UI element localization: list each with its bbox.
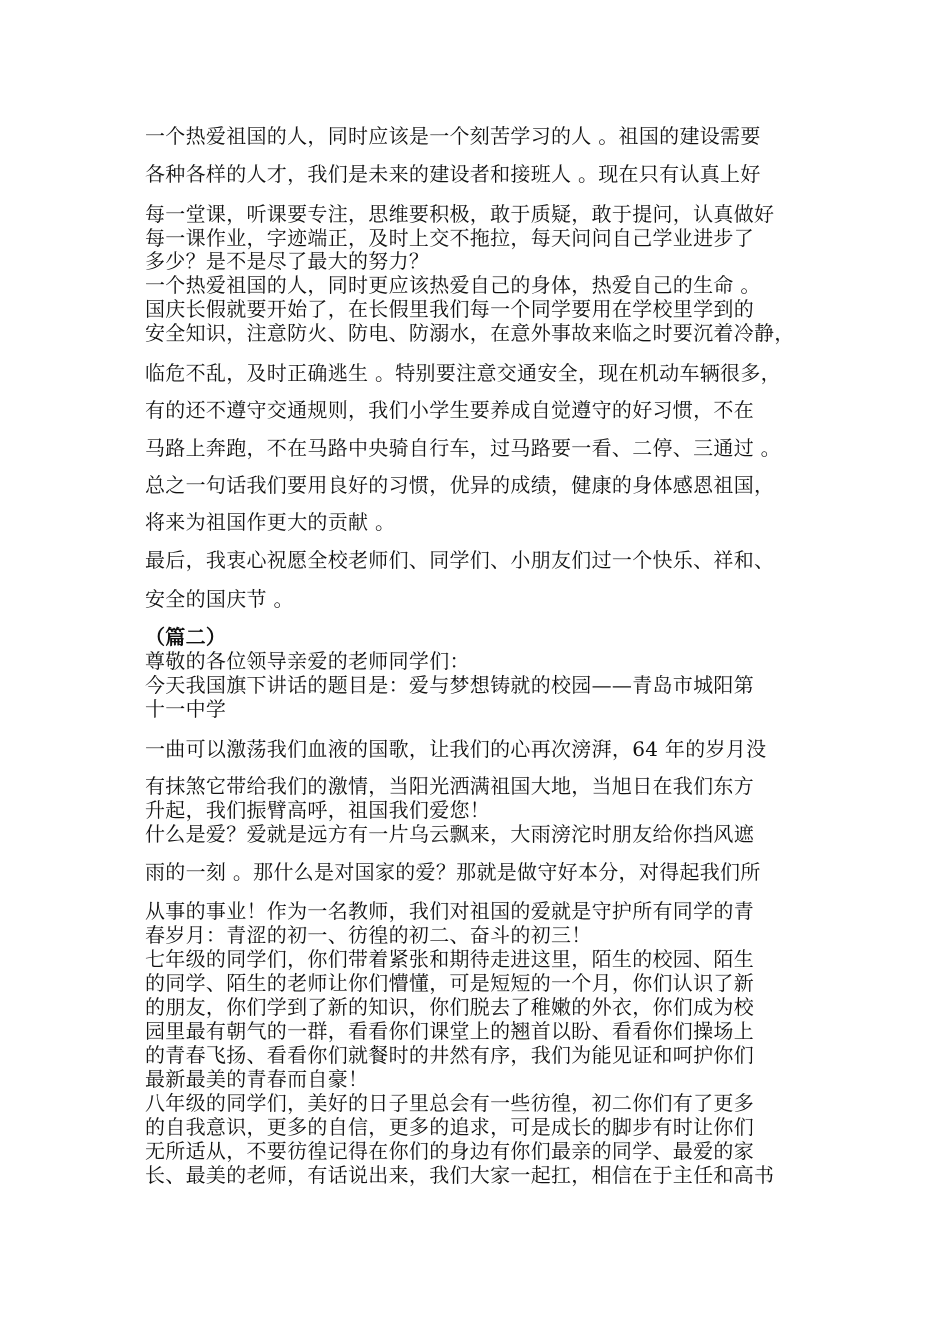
- text-line: 的自我意识，更多的自信，更多的追求，可是成长的脚步有时让你们: [145, 1115, 754, 1139]
- text-line: 的同学、陌生的老师让你们懵懂，可是短短的一个月，你们认识了新: [145, 971, 754, 995]
- text-line: 有抹煞它带给我们的激情，当阳光洒满祖国大地，当旭日在我们东方: [145, 774, 754, 798]
- text-line: 八年级的同学们，美好的日子里总会有一些彷徨，初二你们有了更多: [145, 1091, 754, 1115]
- text-line: 长、最美的老师，有话说出来，我们大家一起扛，相信在于主任和高书: [145, 1163, 775, 1187]
- text-line: 春岁月：青涩的初一、彷徨的初二、奋斗的初三！: [145, 923, 592, 947]
- text-line: 最后，我衷心祝愿全校老师们、同学们、小朋友们过一个快乐、祥和、: [145, 548, 775, 572]
- text-line: 有的还不遵守交通规则，我们小学生要养成自觉遵守的好习惯，不在: [145, 398, 754, 422]
- text-line: 安全的国庆节 。: [145, 587, 294, 611]
- text-line: 七年级的同学们，你们带着紧张和期待走进这里，陌生的校园、陌生: [145, 947, 754, 971]
- section-heading: （篇二）: [145, 625, 227, 649]
- text-line: 十一中学: [145, 697, 227, 721]
- text-line: 临危不乱，及时正确逃生 。特别要注意交通安全，现在机动车辆很多，: [145, 361, 781, 385]
- text-line: 国庆长假就要开始了，在长假里我们每一个同学要用在学校里学到的: [145, 297, 754, 321]
- text-line: 安全知识，注意防火、防电、防溺水，在意外事故来临之时要沉着冷静，: [145, 321, 795, 345]
- text-line: 总之一句话我们要用良好的习惯，优异的成绩，健康的身体感恩祖国，: [145, 473, 775, 497]
- text-line: 多少？是不是尽了最大的努力？: [145, 249, 430, 273]
- text-line: 尊敬的各位领导亲爱的老师同学们：: [145, 649, 470, 673]
- text-line: 无所适从，不要彷徨记得在你们的身边有你们最亲的同学、最爱的家: [145, 1139, 754, 1163]
- text-line: 雨的一刻 。那什么是对国家的爱？那就是做守好本分，对得起我们所: [145, 860, 761, 884]
- text-line: 园里最有朝气的一群，看看你们课堂上的翘首以盼、看看你们操场上: [145, 1019, 754, 1043]
- text-line: 每一课作业，字迹端正，及时上交不拖拉，每天问问自己学业进步了: [145, 226, 754, 250]
- text-line: 每一堂课，听课要专注，思维要积极，敢于质疑，敢于提问，认真做好: [145, 202, 775, 226]
- text-line: 今天我国旗下讲话的题目是：爱与梦想铸就的校园——青岛市城阳第: [145, 673, 754, 697]
- text-line: 将来为祖国作更大的贡献 。: [145, 510, 396, 534]
- text-line: 一个热爱祖国的人，同时应该是一个刻苦学习的人 。祖国的建设需要: [145, 124, 761, 148]
- text-line: 马路上奔跑，不在马路中央骑自行车，过马路要一看、二停、三通过 。: [145, 436, 781, 460]
- text-line: 最新最美的青春而自豪！: [145, 1067, 369, 1091]
- text-line: 升起，我们振臂高呼，祖国我们爱您！: [145, 798, 491, 822]
- text-line: 一曲可以激荡我们血液的国歌，让我们的心再次滂湃，64 年的岁月没: [145, 737, 767, 761]
- text-line: 从事的事业！作为一名教师，我们对祖国的爱就是守护所有同学的青: [145, 899, 754, 923]
- text-line: 的青春飞扬、看看你们就餐时的井然有序，我们为能见证和呵护你们: [145, 1043, 754, 1067]
- text-line: 的朋友，你们学到了新的知识，你们脱去了稚嫩的外衣，你们成为校: [145, 995, 754, 1019]
- text-line: 一个热爱祖国的人，同时更应该热爱自己的身体，热爱自己的生命 。: [145, 273, 761, 297]
- text-line: 什么是爱？爱就是远方有一片乌云飘来，大雨滂沱时朋友给你挡风遮: [145, 822, 754, 846]
- text-line: 各种各样的人才，我们是未来的建设者和接班人 。现在只有认真上好: [145, 162, 761, 186]
